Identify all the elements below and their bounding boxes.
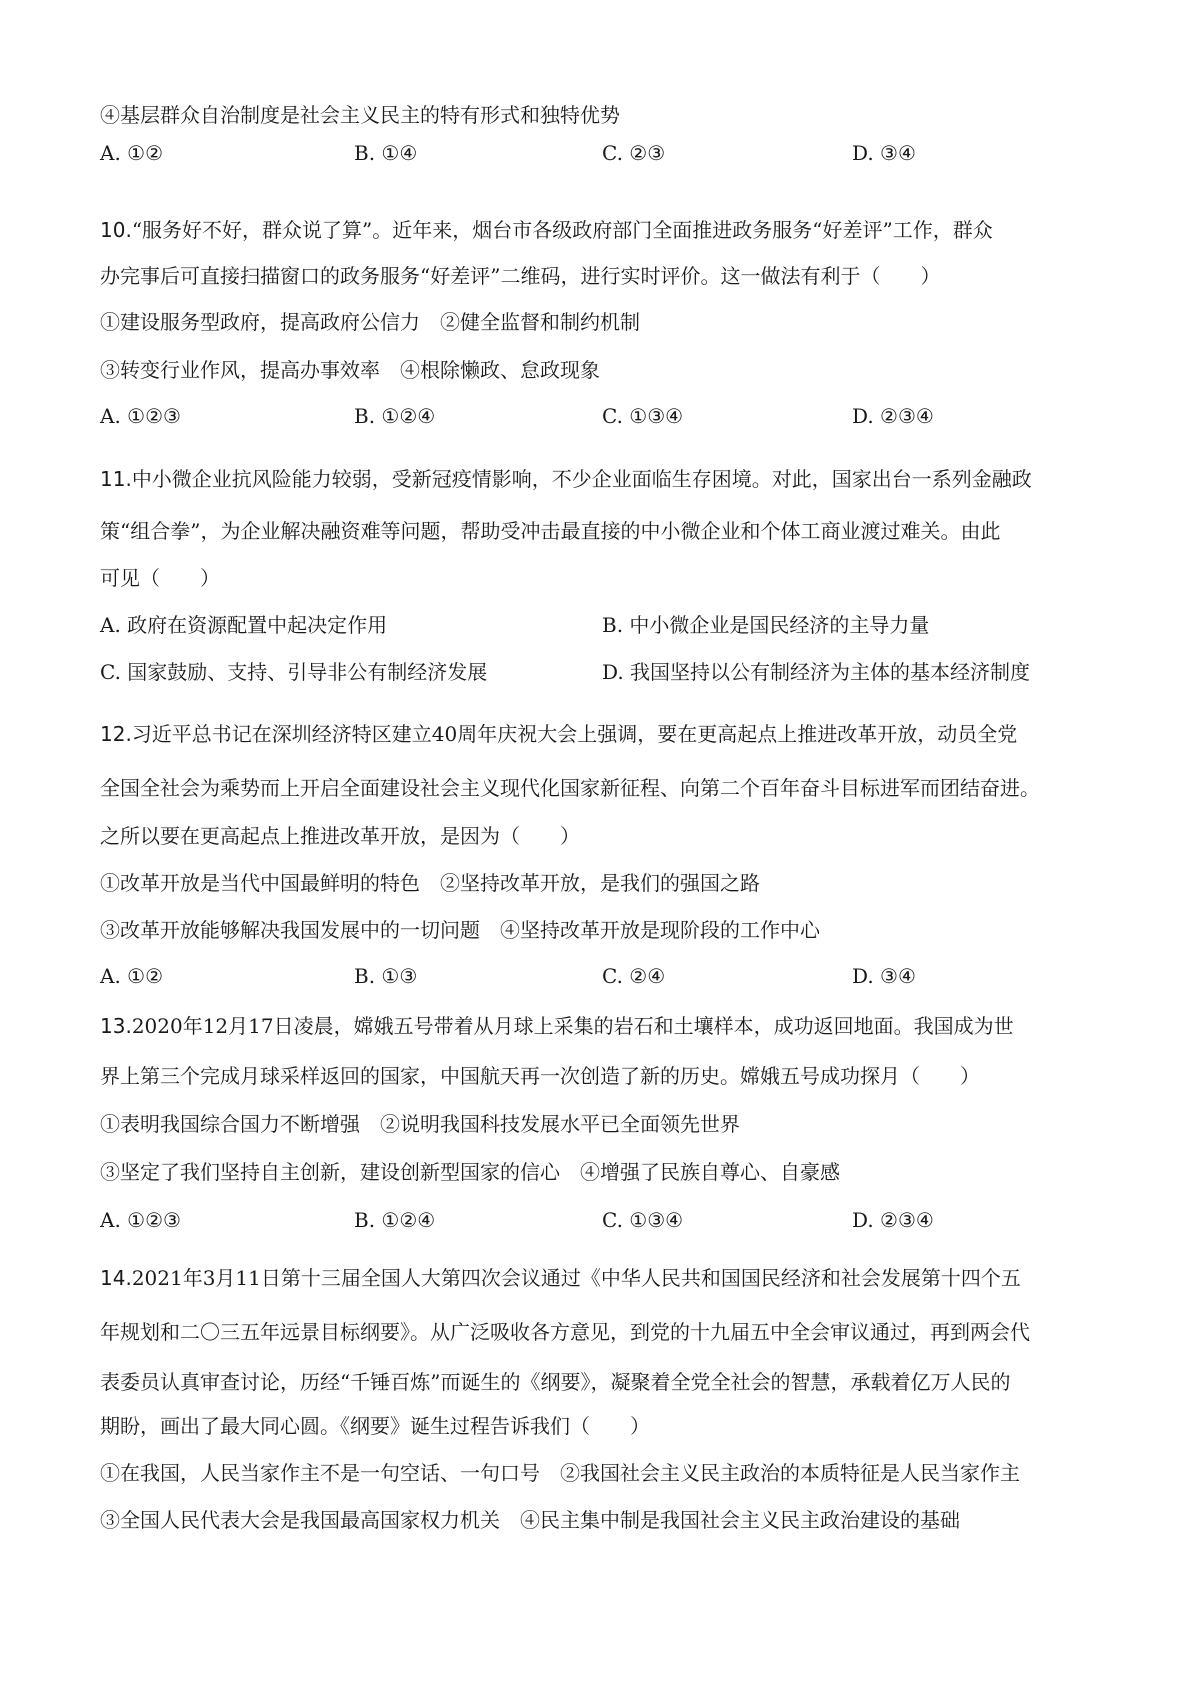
q12-number: 12. xyxy=(100,722,132,746)
q10-stem-line-2: 办完事后可直接扫描窗口的政务服务“好差评”二维码，进行实时评价。这一做法有利于（ ） xyxy=(100,264,941,288)
q14-number: 14. xyxy=(100,1266,132,1290)
q13-option-b: B. ①②④ xyxy=(354,1208,436,1232)
q9-option-c: C. ②③ xyxy=(602,141,666,165)
q9-option-b: B. ①④ xyxy=(354,141,418,165)
q14-statements-line-2: ③全国人民代表大会是我国最高国家权力机关 ④民主集中制是我国社会主义民主政治建设的基础 xyxy=(100,1508,960,1532)
q14-stem-line-3: 表委员认真审查讨论，历经“千锤百炼”而诞生的《纲要》，凝聚着全党全社会的智慧，承载着亿万人民的 xyxy=(100,1370,1011,1394)
q13-option-a: A. ①②③ xyxy=(100,1208,181,1232)
q12-stem-line-3: 之所以要在更高起点上推进改革开放，是因为（ ） xyxy=(100,824,580,848)
q10-statements-line-2: ③转变行业作风，提高办事效率 ④根除懒政、怠政现象 xyxy=(100,358,600,382)
q9-statement-4: ④基层群众自治制度是社会主义民主的特有形式和独特优势 xyxy=(100,103,620,127)
q10-number: 10. xyxy=(100,218,132,242)
q11-number: 11. xyxy=(100,467,132,491)
q10-option-d: D. ②③④ xyxy=(852,404,934,428)
q11-option-c: C. 国家鼓励、支持、引导非公有制经济发展 xyxy=(100,660,488,684)
q14-statements-line-1: ①在我国，人民当家作主不是一句空话、一句口号 ②我国社会主义民主政治的本质特征是人民当家作主 xyxy=(100,1461,1020,1485)
q14-stem-line-2: 年规划和二〇三五年远景目标纲要》。从广泛吸收各方意见，到党的十九届五中全会审议通过，再到两会代 xyxy=(100,1320,1030,1344)
q12-statements-line-2: ③改革开放能够解决我国发展中的一切问题 ④坚持改革开放是现阶段的工作中心 xyxy=(100,918,820,942)
q13-option-c: C. ①③④ xyxy=(602,1208,684,1232)
q9-option-a: A. ①② xyxy=(100,141,164,165)
q13-stem-line-2: 界上第三个完成月球采样返回的国家，中国航天再一次创造了新的历史。嫦娥五号成功探月（ ） xyxy=(100,1064,980,1088)
q13-number: 13. xyxy=(100,1014,132,1038)
q12-option-c: C. ②④ xyxy=(602,964,666,988)
q14-stem-line-4: 期盼，画出了最大同心圆。《纲要》诞生过程告诉我们（ ） xyxy=(100,1414,650,1438)
q11-option-d: D. 我国坚持以公有制经济为主体的基本经济制度 xyxy=(602,660,1031,684)
q11-stem-line-1 xyxy=(100,465,1110,493)
q12-option-a: A. ①② xyxy=(100,964,164,988)
q10-option-c: C. ①③④ xyxy=(602,404,684,428)
q14-stem-text-1: 2021年3月11日第十三届全国人大第四次会议通过《中华人民共和国国民经济和社会发展第十四个五 xyxy=(131,1266,1021,1290)
q9-option-d: D. ③④ xyxy=(852,141,916,165)
q12-stem-line-1 xyxy=(100,720,1110,748)
q13-statements-line-1: ①表明我国综合国力不断增强 ②说明我国科技发展水平已全面领先世界 xyxy=(100,1112,740,1136)
q13-stem-line-1 xyxy=(100,1012,1110,1040)
q11-option-b: B. 中小微企业是国民经济的主导力量 xyxy=(602,613,930,637)
q11-stem-line-3: 可见（ ） xyxy=(100,566,220,590)
q10-option-a: A. ①②③ xyxy=(100,404,181,428)
q13-option-d: D. ②③④ xyxy=(852,1208,934,1232)
q11-option-a: A. 政府在资源配置中起决定作用 xyxy=(100,613,388,637)
q12-option-b: B. ①③ xyxy=(354,964,418,988)
q13-stem-text-1: 2020年12月17日凌晨，嫦娥五号带着从月球上采集的岩石和土壤样本，成功返回地面。我国成为世 xyxy=(131,1014,1014,1038)
q12-statements-line-1: ①改革开放是当代中国最鲜明的特色 ②坚持改革开放，是我们的强国之路 xyxy=(100,871,760,895)
q12-stem-line-2: 全国全社会为乘势而上开启全面建设社会主义现代化国家新征程、向第二个百年奋斗目标进军而团结奋进。 xyxy=(100,776,1040,800)
q10-stem-line-1 xyxy=(100,216,1110,244)
q11-stem-line-2: 策“组合拳”，为企业解决融资难等问题，帮助受冲击最直接的中小微企业和个体工商业渡过难关。由此 xyxy=(100,519,1001,543)
q12-option-d: D. ③④ xyxy=(852,964,916,988)
q10-stem-text-1: “服务好不好，群众说了算”。近年来，烟台市各级政府部门全面推进政务服务“好差评”工作，群众 xyxy=(131,218,993,242)
q13-statements-line-2: ③坚定了我们坚持自主创新，建设创新型国家的信心 ④增强了民族自尊心、自豪感 xyxy=(100,1160,840,1184)
q10-statements-line-1: ①建设服务型政府，提高政府公信力 ②健全监督和制约机制 xyxy=(100,310,640,334)
q11-stem-text-1: 中小微企业抗风险能力较弱，受新冠疫情影响，不少企业面临生存困境。对此，国家出台一系列金融政 xyxy=(131,467,1032,491)
q10-option-b: B. ①②④ xyxy=(354,404,436,428)
q12-stem-text-1: 习近平总书记在深圳经济特区建立40周年庆祝大会上强调，要在更高起点上推进改革开放，动员全党 xyxy=(131,722,1018,746)
q14-stem-line-1 xyxy=(100,1264,1110,1292)
